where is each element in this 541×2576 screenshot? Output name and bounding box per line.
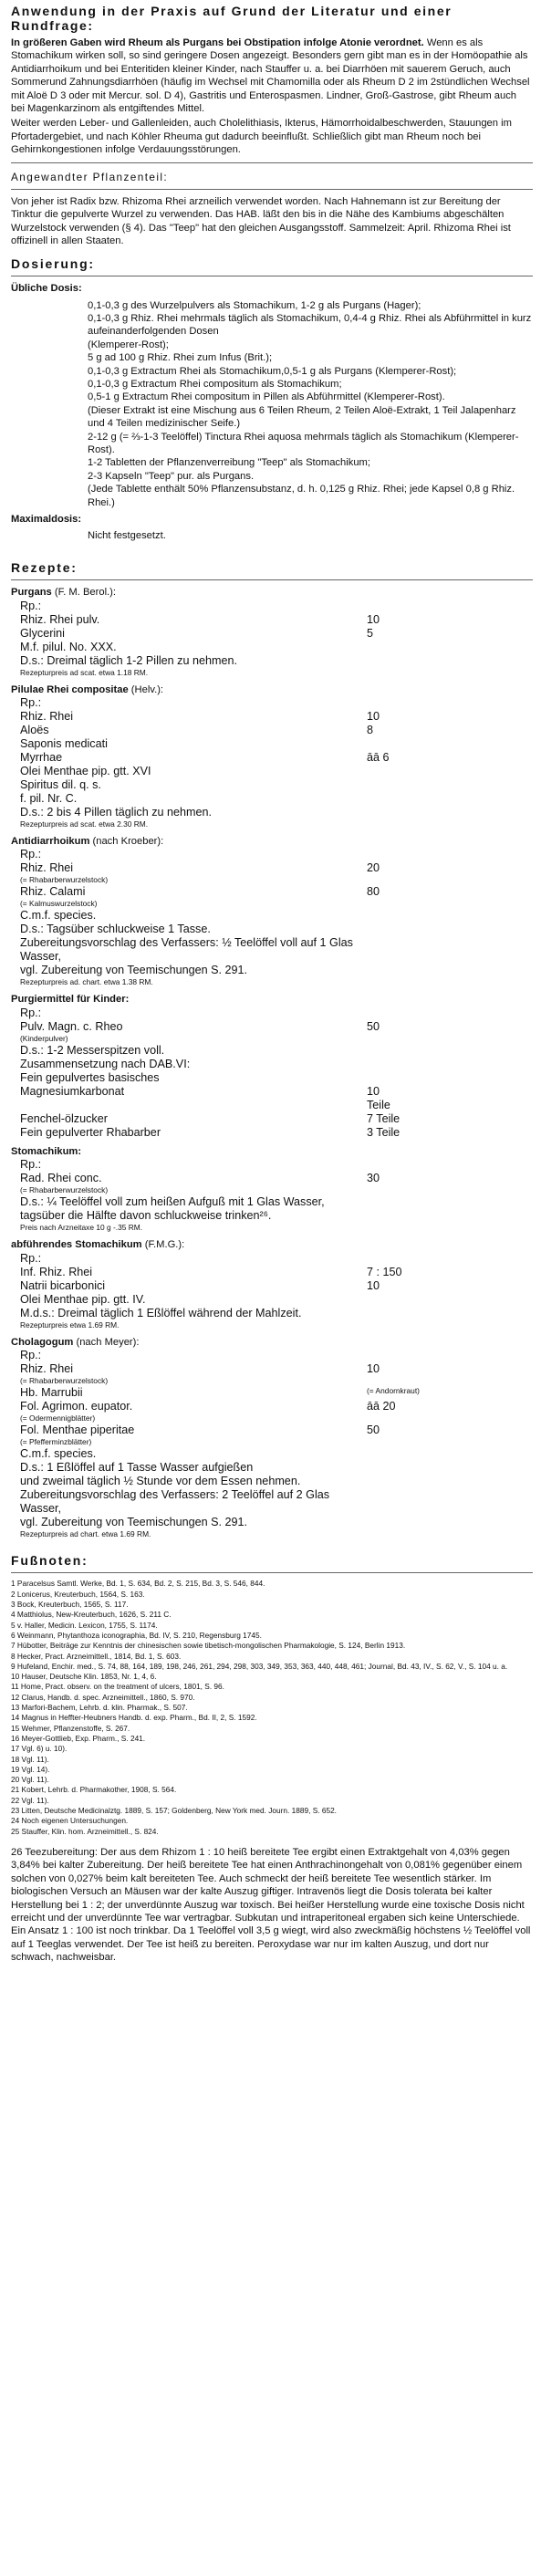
ingredient: C.m.f. species. xyxy=(20,909,97,923)
footnote: 24 Noch eigenen Untersuchungen. xyxy=(11,1816,129,1826)
amount xyxy=(367,1447,431,1461)
amount: 50 xyxy=(367,1424,380,1437)
recipe-title-rest: (F.M.G.): xyxy=(141,1239,185,1251)
ingredient: Rhiz. Rhei xyxy=(20,1362,74,1376)
ingredient xyxy=(20,1099,367,1112)
amount xyxy=(367,1071,431,1085)
ingredient: Fein gepulvertes basisches xyxy=(20,1070,160,1084)
recipe-row xyxy=(20,641,533,654)
ingredient: (= Pfefferminzblätter) xyxy=(20,1437,92,1447)
ingredient: Saponis medicati xyxy=(20,737,108,751)
amount: (= Andornkraut) xyxy=(367,1386,420,1396)
divider xyxy=(11,189,533,190)
amount: 7 : 150 xyxy=(367,1265,402,1278)
ingredient: (= Kalmuswurzelstock) xyxy=(20,899,98,909)
ingredient: (= Rhabarberwurzelstock) xyxy=(20,875,109,885)
amount: āā 20 xyxy=(367,1400,396,1413)
rp-label: Rp.: xyxy=(20,599,42,612)
recipe-body xyxy=(20,1349,533,1529)
recipe-row xyxy=(20,923,533,936)
recipe-row xyxy=(20,1362,533,1376)
ingredient: D.s.: 1-2 Messerspitzen voll. xyxy=(20,1043,165,1057)
ingredient: Olei Menthae pip. gtt. XVI xyxy=(20,765,151,778)
recipe-row xyxy=(20,1034,533,1044)
recipe-row xyxy=(20,724,533,737)
footnote: 23 Litten, Deutsche Medicinalztg. 1889, S. 157; Goldenberg, New York med. Journ. 1889, S. 652. xyxy=(11,1806,337,1815)
recipe-title-bold: abführendes Stomachikum xyxy=(11,1239,142,1251)
recipe-row xyxy=(20,1085,533,1099)
recipe-row xyxy=(20,1185,533,1195)
recipe-title-bold: Purgiermittel für Kinder: xyxy=(11,994,130,1006)
ingredient: Fol. Agrimon. eupator. xyxy=(20,1400,133,1413)
recipe-title-bold: Purgans xyxy=(11,587,52,599)
ingredient: und zweimal täglich ½ Stunde vor dem Essen nehmen. xyxy=(20,1475,301,1488)
intro-bold-text: In größeren Gaben wird Rheum als Purgans bei Obstipation infolge Atonie verordnet. xyxy=(11,37,424,48)
recipe-title-bold: Cholagogum xyxy=(11,1336,74,1348)
dosage-heading: Dosierung: xyxy=(11,256,95,271)
rp-label: Rp.: xyxy=(20,1158,42,1172)
ingredient: C.m.f. species. xyxy=(20,1447,97,1461)
ingredient: (= Rhabarberwurzelstock) xyxy=(20,1376,109,1386)
footnote: 7 Hübotter, Beiträge zur Kenntnis der chinesischen sowie tibetisch-mongolischen Pharmakologie, S. 124, Berlin 1913. xyxy=(11,1641,406,1651)
ingredient: Olei Menthae pip. gtt. IV. xyxy=(20,1292,146,1306)
amount: 10 xyxy=(367,1278,380,1292)
recipe-title-rest: (F. M. Berol.): xyxy=(51,587,117,599)
rp-label: Rp.: xyxy=(20,848,42,861)
footnote: 5 v. Haller, Medicin. Lexicon, 1755, S. 1174. xyxy=(11,1620,158,1630)
amount: 10 xyxy=(367,1362,380,1376)
divider xyxy=(11,162,533,163)
amount: 30 xyxy=(367,1172,380,1185)
footnote: 16 Meyer-Gottlieb, Exp. Pharm., S. 241. xyxy=(11,1733,146,1743)
footnote: 22 Vgl. 11). xyxy=(11,1795,49,1805)
recipe-row xyxy=(20,1044,533,1058)
recipe-row xyxy=(20,778,533,792)
ingredient: Pulv. Magn. c. Rheo xyxy=(20,1019,123,1033)
amount xyxy=(367,936,431,964)
intro-text: Wenn es als Stomachikum wirken soll, so sind geringere Dosen angezeigt. Besonders gern gibt man es in der Homöopathie als Antidiarrhoikum und bei Enteritiden kleiner Kinder, nach Stauffer u. a. bei Diarrhöen mit sauerem Geruch, auch Sommerund Zahnungsdiarrhöen (häufig im Wechsel mit Chamomilla oder als Rheum D 2 im 2stündlichen Wechsel mit Aloë D 3 oder mit Mercur. sol. D 4), Gastritis und Enterospasmen. Lindner, Groß-Gastrose, gibt Rheum auch bei Magenkarzinom als entgiftendes Mittel. xyxy=(11,37,530,115)
ingredient: Rhiz. Rhei xyxy=(20,710,74,724)
rp-label: Rp.: xyxy=(20,1251,42,1265)
recipe-row xyxy=(20,909,533,923)
amount: 8 xyxy=(367,724,374,737)
amount xyxy=(367,1376,431,1386)
footnote: 10 Hauser, Deutsche Klin. 1853, Nr. 1, 4, 6. xyxy=(11,1672,157,1682)
footnote: 17 Vgl. 6) u. 10). xyxy=(11,1744,68,1754)
recipe-title-bold: Pilulae Rhei compositae xyxy=(11,683,129,695)
recipe-row xyxy=(20,885,533,899)
amount xyxy=(367,1475,431,1488)
recipe-row xyxy=(20,1307,533,1320)
plant-part-text: Von jeher ist Radix bzw. Rhizoma Rhei arzneilich verwendet worden. Nach Hahnemann ist zur Bereitung der Tinktur die gepulverte Wurzel zu verwenden. Das HAB. läßt den bis in die Nähe des Kambiums abgeschälten Wurzelstock verwenden (§ 4). Das "Teep" hat den gleichen Ausgangsstoff. Sammelzeit: April. Rhizoma Rhei ist offizinell in allen Staaten. xyxy=(11,196,511,247)
amount xyxy=(367,654,431,668)
amount xyxy=(367,792,431,806)
amount: 20 xyxy=(367,861,380,875)
recipe-body xyxy=(20,600,533,668)
recipe-row xyxy=(20,751,533,765)
recipe-row xyxy=(20,792,533,806)
ingredient: Zubereitungsvorschlag des Verfassers: 2 Teelöffel auf 2 Glas Wasser, xyxy=(20,1488,330,1516)
recipe-row xyxy=(20,1437,533,1447)
recipe-row xyxy=(20,737,533,751)
recipe-price: Rezepturpreis ad scat. etwa 1.18 RM. xyxy=(20,667,149,677)
recipe-title-bold: Antidiarrhoikum xyxy=(11,836,90,848)
recipe-row xyxy=(20,964,533,977)
ingredient: Zubereitungsvorschlag des Verfassers: ½ Teelöffel voll auf 1 Glas Wasser, xyxy=(20,936,353,964)
section-title: Anwendung in der Praxis auf Grund der Literatur und einer Rundfrage: xyxy=(11,4,453,33)
recipe-row xyxy=(20,1488,533,1516)
footnotes-list xyxy=(11,1579,533,1836)
ingredient: f. pil. Nr. C. xyxy=(20,792,78,806)
footnote: 21 Kobert, Lehrb. d. Pharmakother, 1908, S. 564. xyxy=(11,1785,177,1795)
ingredient: D.s.: ¼ Teelöffel voll zum heißen Aufguß mit 1 Glas Wasser, tagsüber die Hälfte davon schluckweise trinken²⁶. xyxy=(20,1195,325,1223)
recipe-title xyxy=(11,835,533,848)
recipe-row xyxy=(20,1424,533,1437)
footnotes-heading: Fußnoten: xyxy=(11,1553,88,1569)
recipe-row xyxy=(20,899,533,909)
recipe-body xyxy=(20,1158,533,1223)
recipe-price: Rezepturpreis ad. chart. etwa 1.38 RM. xyxy=(20,977,153,987)
recipe-row xyxy=(20,875,533,885)
recipe-row xyxy=(20,654,533,668)
recipe-row xyxy=(20,1447,533,1461)
amount: 10 xyxy=(367,1084,380,1098)
amount xyxy=(367,923,431,936)
amount xyxy=(367,1195,431,1223)
recipe-row xyxy=(20,1516,533,1529)
amount xyxy=(367,1413,431,1424)
ingredient: M.f. pilul. No. XXX. xyxy=(20,640,117,653)
recipe-row xyxy=(20,1461,533,1475)
max-dose-text: Nicht festgesetzt. xyxy=(88,530,166,542)
amount xyxy=(367,909,431,923)
recipe-row xyxy=(20,1071,533,1085)
amount xyxy=(367,1488,431,1516)
recipe-row xyxy=(20,1400,533,1413)
recipe-body xyxy=(20,696,533,819)
recipe-row xyxy=(20,936,533,964)
ingredient: Aloës xyxy=(20,724,49,737)
recipe-price: Rezepturpreis ad chart. etwa 1.69 RM. xyxy=(20,1529,151,1539)
recipe-title xyxy=(11,1336,533,1349)
amount: āā 6 xyxy=(367,751,390,765)
amount xyxy=(367,765,431,778)
recipe-row xyxy=(20,627,533,641)
recipe-row xyxy=(20,613,533,627)
ingredient: D.s.: 2 bis 4 Pillen täglich zu nehmen. xyxy=(20,806,213,819)
recipe-title xyxy=(11,683,533,696)
recipe-row xyxy=(20,1266,533,1279)
ingredient: (= Odermennigblätter) xyxy=(20,1413,96,1424)
amount: 3 Teile xyxy=(367,1125,401,1139)
recipe-title-bold: Stomachikum: xyxy=(11,1145,82,1157)
amount: 5 xyxy=(367,626,374,640)
footnote: 15 Wehmer, Pflanzenstoffe, S. 267. xyxy=(11,1723,130,1733)
amount: 50 xyxy=(367,1019,380,1033)
intro-paragraph xyxy=(11,37,533,115)
footnote: 8 Hecker, Pract. Arzneimittell., 1814, Bd. 1, S. 603. xyxy=(11,1651,182,1661)
amount xyxy=(367,899,431,909)
ingredient: Natrii bicarbonici xyxy=(20,1278,106,1292)
footnote: 18 Vgl. 11). xyxy=(11,1754,49,1764)
footnote: 2 Lonicerus, Kreuterbuch, 1564, S. 163. xyxy=(11,1589,145,1599)
ingredient: Glycerini xyxy=(20,626,65,640)
footnote: 3 Bock, Kreuterbuch, 1565, S. 117. xyxy=(11,1600,129,1610)
ingredient: Spiritus dil. q. s. xyxy=(20,778,101,792)
recipe-row xyxy=(20,710,533,724)
amount xyxy=(367,1185,431,1195)
ingredient: Rhiz. Calami xyxy=(20,885,86,899)
amount: 10 xyxy=(367,710,380,724)
footnote: 14 Magnus in Heffter-Heubners Handb. d. exp. Pharm., Bd. II, 2, S. 1592. xyxy=(11,1713,257,1723)
footnote: 25 Stauffer, Klin. hom. Arzneimittell., S. 824. xyxy=(11,1826,159,1836)
recipe-price: Rezepturpreis etwa 1.69 RM. xyxy=(20,1319,120,1330)
amount xyxy=(367,1437,431,1447)
recipe-row xyxy=(20,1413,533,1424)
amount xyxy=(367,1034,431,1044)
ingredient: Hb. Marrubii xyxy=(20,1386,83,1400)
ingredient: D.s.: Tagsüber schluckweise 1 Tasse. xyxy=(20,923,211,936)
amount xyxy=(367,1058,431,1071)
rp-label: Rp.: xyxy=(20,696,42,710)
recipe-body xyxy=(20,848,533,977)
amount: Teile xyxy=(367,1098,390,1111)
amount xyxy=(367,806,431,819)
ingredient: D.s.: 1 Eßlöffel auf 1 Tasse Wasser aufgießen xyxy=(20,1461,254,1475)
ingredient: (Kinderpulver) xyxy=(20,1033,68,1043)
ingredient: vgl. Zubereitung von Teemischungen S. 291. xyxy=(20,1516,248,1529)
recipe-title-rest: (nach Meyer): xyxy=(73,1336,140,1348)
amount xyxy=(367,737,431,751)
recipe-row xyxy=(20,1112,533,1126)
footnote: 4 Matthiolus, New-Kreuterbuch, 1626, S. 211 C. xyxy=(11,1610,172,1620)
ingredient: (= Rhabarberwurzelstock) xyxy=(20,1185,109,1195)
amount xyxy=(367,641,431,654)
recipe-row xyxy=(20,1020,533,1034)
divider xyxy=(11,1572,533,1573)
divider xyxy=(11,579,533,580)
ingredient: M.d.s.: Dreimal täglich 1 Eßlöffel während der Mahlzeit. xyxy=(20,1306,302,1319)
ingredient: Rhiz. Rhei xyxy=(20,861,74,875)
usual-dose-text: 0,1-0,3 g des Wurzelpulvers als Stomachikum, 1-2 g als Purgans (Hager); 0,1-0,3 g Rhiz. Rhei mehrmals täglich als Stomachikum, 0,4-4 g Rhiz. Rhei als Abführmittel in kurz aufeinanderfolgenden Dosen (Klemperer-Rost); 5 g ad 100 g Rhiz. Rhei zum Infus (Brit.); 0,1-0,3 g Extractum Rhei als Stomachikum,0,5-1 g als Purgans (Klemperer-Rost); 0,1-0,3 g Extractum Rhei compositum als Stomachikum; 0,5-1 g Extractum Rhei compositum in Pillen als Abführmittel (Klemperer-Rost). (Dieser Extrakt ist eine Mischung aus 6 Teilen Rheum, 2 Teilen Aloë-Extrakt, 1 Teil Jalapenharz und 4 Teilen medizinischer Seife.) 2-12 g (= ⅔-1-3 Teelöffel) Tinctura Rhei aquosa mehrmals täglich als Stomachikum (Klemperer-Rost). 1-2 Tabletten der Pflanzenverreibung "Teep" als Stomachikum; 2-3 Kapseln "Teep" pur. als Purgans. (Jede Tablette enthält 50% Pflanzensubstanz, d. h. 0,125 g Rhiz. Rhei; jede Kapsel 0,8 g Rhiz. Rhei.) xyxy=(88,299,532,508)
ingredient: D.s.: Dreimal täglich 1-2 Pillen zu nehmen. xyxy=(20,653,237,667)
recipe-row xyxy=(20,1386,533,1400)
amount xyxy=(367,1044,431,1058)
recipe-row xyxy=(20,806,533,819)
footnote: 12 Clarus, Handb. d. spec. Arzneimittell., 1860, S. 970. xyxy=(11,1692,195,1702)
recipe-row xyxy=(20,1126,533,1140)
ingredient: Fenchel-ölzucker xyxy=(20,1111,108,1125)
footnote: 19 Vgl. 14). xyxy=(11,1764,50,1774)
recipe-row xyxy=(20,1279,533,1293)
recipe-row xyxy=(20,765,533,778)
amount xyxy=(367,875,431,885)
ingredient: Fol. Menthae piperitae xyxy=(20,1424,135,1437)
footnote: 13 Marfori-Bachem, Lehrb. d. klin. Pharmak., S. 507. xyxy=(11,1703,188,1713)
ingredient: Zusammensetzung nach DAB.VI: xyxy=(20,1057,191,1070)
recipe-title xyxy=(11,586,533,599)
amount xyxy=(367,964,431,977)
recipe-title xyxy=(11,1238,533,1251)
amount xyxy=(367,1516,431,1529)
ingredient: vgl. Zubereitung von Teemischungen S. 291. xyxy=(20,964,248,977)
recipe-row xyxy=(20,861,533,875)
recipe-row xyxy=(20,1058,533,1071)
ingredient: Rhiz. Rhei pulv. xyxy=(20,612,100,626)
amount: 10 xyxy=(367,612,380,626)
recipe-price: Rezepturpreis ad scat. etwa 2.30 RM. xyxy=(20,819,149,829)
recipes-list xyxy=(11,586,533,1539)
recipe-row xyxy=(20,1293,533,1307)
ingredient: Magnesiumkarbonat xyxy=(20,1084,125,1098)
max-dose-label: Maximaldosis: xyxy=(11,514,82,525)
recipes-heading: Rezepte: xyxy=(11,559,78,575)
document-page xyxy=(11,4,533,1966)
usual-dose-label: Übliche Dosis: xyxy=(11,283,82,295)
recipe-row xyxy=(20,1195,533,1223)
rp-label: Rp.: xyxy=(20,1349,42,1362)
ingredient: Inf. Rhiz. Rhei xyxy=(20,1265,93,1278)
ingredient: Myrrhae xyxy=(20,751,63,765)
recipe-row xyxy=(20,1376,533,1386)
recipe-title-rest: (Helv.): xyxy=(128,683,164,695)
recipe-row xyxy=(20,1475,533,1488)
ingredient: Fein gepulverter Rhabarber xyxy=(20,1125,161,1139)
footnote: 11 Home, Pract. observ. on the treatment of ulcers, 1801, S. 96. xyxy=(11,1682,224,1692)
footnote: 1 Paracelsus Samtl. Werke, Bd. 1, S. 634, Bd. 2, S. 215, Bd. 3, S. 546, 844. xyxy=(11,1579,265,1589)
recipe-title xyxy=(11,1145,533,1158)
amount xyxy=(367,1307,431,1320)
plant-part-heading: Angewandter Pflanzenteil: xyxy=(11,170,169,183)
amount xyxy=(367,1293,431,1307)
recipe-title xyxy=(11,993,533,1006)
ingredient: Rad. Rhei conc. xyxy=(20,1172,102,1185)
footnote: 9 Hufeland, Enchir. med., S. 74, 88, 164, 189, 198, 246, 261, 294, 298, 303, 349, 353, 363, 440, 448, 461; Journal, Bd. 43, IV., S. 62, V., S. 104 u. a. xyxy=(11,1661,508,1671)
intro-paragraph-2: Weiter werden Leber- und Gallenleiden, auch Cholelithiasis, Ikterus, Hämorrhoidalbeschwerden, Stauungen im Pfortadergebiet, und nach Köhler Rheuma gut dadurch beeinflußt. Schließlich gibt man Rheum noch bei Gehirnkongestionen infolge Verdauungsstörungen. xyxy=(11,118,512,156)
recipe-price: Preis nach Arzneitaxe 10 g -.35 RM. xyxy=(20,1223,143,1233)
amount: 80 xyxy=(367,885,380,899)
amount xyxy=(367,778,431,792)
recipe-body xyxy=(20,1252,533,1320)
footnote: 6 Weinmann, Phytanthoza iconographia, Bd. IV, S. 210, Regensburg 1745. xyxy=(11,1630,262,1640)
footnote: 20 Vgl. 11). xyxy=(11,1775,49,1785)
footnote-26: 26 Teezubereitung: Der aus dem Rhizom 1 : 10 heiß bereitete Tee ergibt einen Extraktgehalt von 4,03% gegen 3,84% bei kalter Zubereitung. Der heiß bereitete Tee hat einen Anthrachinongehalt von 0,081% gegenüber einem solchen von 0,027% beim kalt bereiteten Tee. Auch schmeckt der heiß bereitete Tee wesentlich stärker. Im biologischen Versuch an Mäusen war der kalte Auszug giftiger. Intravenös liegt die Dosis tolerata bei kalter Herstellung bei 1 : 2; der unverdünnte Auszug war toxisch. Bei heißer Herstellung wurde eine toxische Dosis nicht erreicht und der unverdünnte Tee war vertragbar. Subkutan und intraperitoneal ergaben sich keine Unterschiede. Ein Ansatz 1 : 100 ist noch trinkbar. Da 1 Teelöffel voll 3,5 g wiegt, wird also zweckmäßig höchstens ½ Teelöffel voll auf 1 Teeglas verwendet. Der Tee ist heiß zu bereiten. Peroxydase war nur im kalten Auszug, und dort nur schwach, nachweisbar. xyxy=(11,1846,531,1964)
rp-label: Rp.: xyxy=(20,1006,42,1019)
recipe-row xyxy=(20,1172,533,1185)
recipe-title-rest: (nach Kroeber): xyxy=(89,836,164,848)
amount xyxy=(367,1461,431,1475)
recipe-row xyxy=(20,1099,533,1112)
recipe-body xyxy=(20,1006,533,1140)
amount: 7 Teile xyxy=(367,1111,401,1125)
